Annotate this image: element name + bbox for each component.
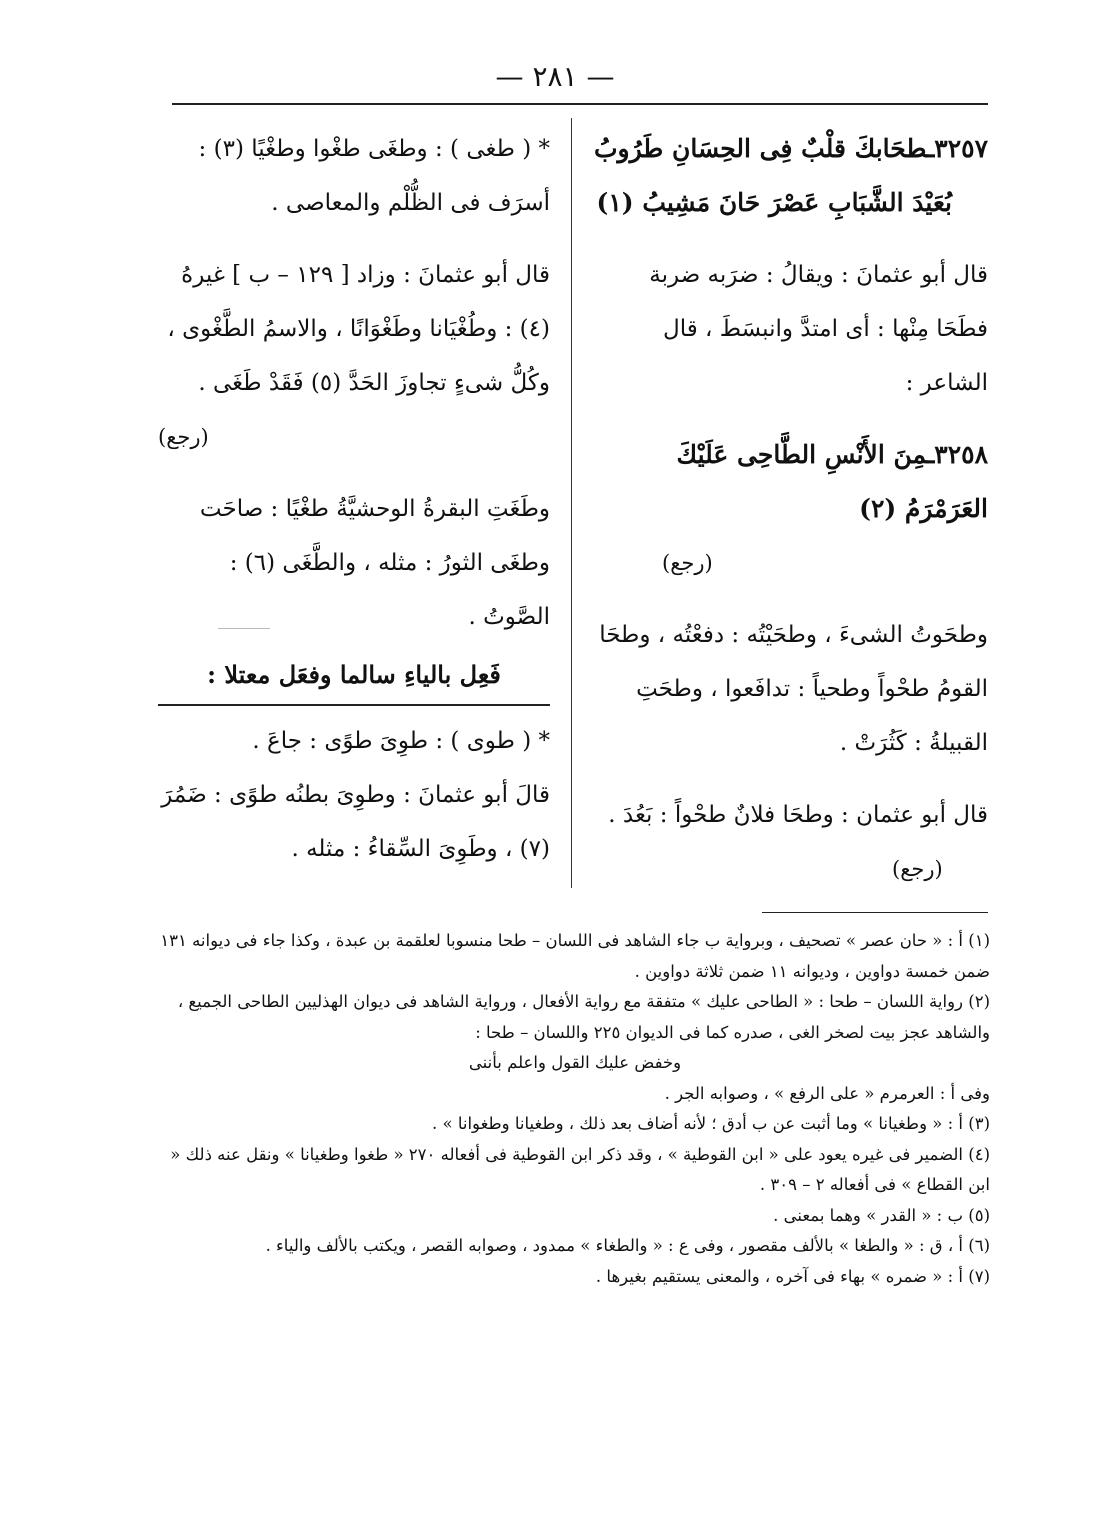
left-column <box>158 122 550 876</box>
footnote-7: (٧) أ : « ضمره » بهاء فى آخره ، والمعنى يستقيم بغيرها . <box>595 1266 990 1286</box>
paragraph: قال أبو عثمانَ : ويقالُ : ضرَبه ضربة فطَحَا مِنْها : أى امتدَّ وانبسَطَ ، قال الشاعر : <box>649 262 988 396</box>
right-column <box>592 122 988 896</box>
verse-text: ـمِنَ الأَنْسِ الطَّاحِى عَلَيْكَ العَرَمْرَمُ (٢) <box>676 440 988 523</box>
header-rule <box>172 103 988 105</box>
footnote-6: (٦) أ ، ق : « والطغا » بالألف مقصور ، وفى ع : « والطغاء » ممدود ، وصوابه القصر ، ويكتب بالألف والياء . <box>265 1236 990 1255</box>
footnote-2-cont: وفى أ : العرمرم « على الرفع » ، وصوابه الجر . <box>664 1083 990 1103</box>
paragraph: قال أبو عثمان : وطحَا فلانٌ طحْواً : بَعُدَ . <box>608 802 988 828</box>
footnote-5: (٥) ب : « القدر » وهما بمعنى . <box>773 1205 990 1225</box>
footnote-3: (٣) أ : « وطغيانا » وما أثبت عن ب أدق ؛ لأنه أضاف بعد ذلك ، وطغيانا وطغوانا » . <box>432 1114 990 1133</box>
page-number: — ٢٨١ — <box>495 60 615 93</box>
verse-3258-line1 <box>592 428 988 536</box>
entry-tawa: * ( طوى ) : طوِىَ طوًى : جاعَ . <box>252 728 550 754</box>
paragraph: قالَ أبو عثمانَ : وطوِىَ بطنُه طوًى : ضَمُرَ (٧) ، وطَوِىَ السِّقاءُ : مثله . <box>161 782 550 862</box>
verse-number: ٣٢٥٧ <box>934 134 988 163</box>
footnote-1: (١) أ : « حان عصر » تصحيف ، وبرواية ب جاء الشاهد فى اللسان – طحا منسوبا لعلقمة بن عبدة ، وكذا جاء فى ديوانه ١٣١ ضمن خمسة دواوين ، وديوانه ١١ ضمن ثلاثة دواوين . <box>160 931 990 981</box>
reference-marker: (رجع) <box>662 551 713 575</box>
verse-text: ـطحَابكَ قلْبٌ فِى الحِسَانِ طَرُوبُ <box>594 134 935 163</box>
reference-marker: (رجع) <box>892 857 943 881</box>
verse-3257-line1 <box>592 122 988 176</box>
footnote-4: (٤) الضمير فى غيره يعود على « ابن القوطية » ، وقد ذكر ابن القوطية فى أفعاله ٢٧٠ « طغوا وطغيانا » ونقل عنه ذلك « ابن القطاع » فى أفعاله ٢ – ٣٠٩ . <box>170 1144 990 1194</box>
footnote-verse: وخفض عليك القول واعلم بأننى <box>468 1053 682 1072</box>
paragraph: وطحَوتُ الشىءَ ، وطحَيْتُه : دفعْتُه ، وطحَا القومُ طحْواً وطحياً : تدافَعوا ، وطحَتِ القبيلةُ : كَثُرَتْ . <box>599 622 988 756</box>
verse-number: ٣٢٥٨ <box>934 440 988 469</box>
reference-marker: (رجع) <box>158 425 209 449</box>
paragraph: وطَغَتِ البقرةُ الوحشيَّةُ طغْيًا : صاحَت وطغَى الثورُ : مثله ، والطَّغَى (٦) : الصَّوتُ . <box>199 496 550 630</box>
column-divider <box>571 118 572 888</box>
entry-tagha: * ( طغى ) : وطغَى طغْوا وطغْيًا (٣) : أسرَف فى الظُّلْم والمعاصى . <box>198 136 550 216</box>
footnote-2: (٢) رواية اللسان – طحا : « الطاحى عليك » متفقة مع رواية الأفعال ، ورواية الشاهد فى ديوان الهذليين الطاحى الجميع ، والشاهد عجز بيت لصخر الغى ، صدره كما فى الديوان ٢٢٥ واللسان – طحا : <box>177 992 990 1042</box>
paragraph: قال أبو عثمانَ : وزاد [ ١٢٩ – ب ] غيرهُ (٤) : وطُغْيَانا وطَغْوَانًا ، والاسمُ الطَّغْوى ، وكُلُّ شىءٍ تجاوزَ الحَدَّ (٥) فَقَدْ طَغَى . <box>167 262 550 396</box>
verse-3257-line2: بُعَيْدَ الشَّبَابِ عَصْرَ حَانَ مَشِيبُ (١) <box>596 188 952 217</box>
footnote-rule <box>762 912 988 913</box>
section-heading: فَعِل بالياءِ سالما وفعَل معتلا : <box>158 648 550 706</box>
footnotes <box>160 926 990 1292</box>
